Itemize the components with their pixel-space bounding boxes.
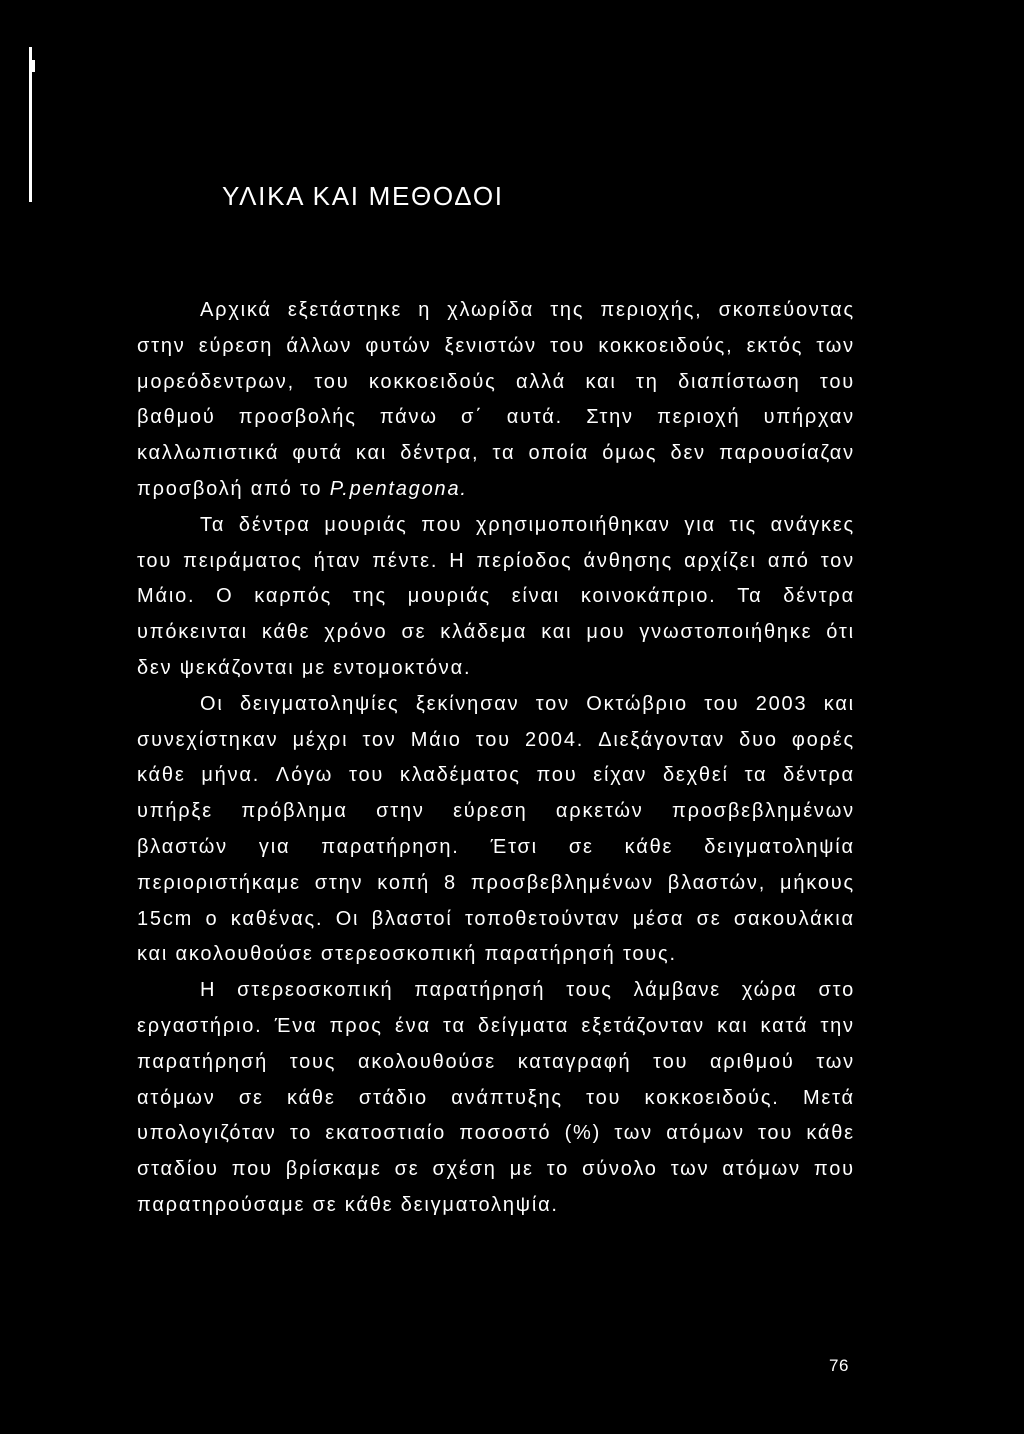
word: εκατοστιαίο [325,1122,446,1145]
word: Μετά [802,1086,855,1109]
word: πάνω [379,406,438,429]
word: σε [394,1158,420,1181]
word: ένα [394,1014,431,1037]
word: μουριάς [324,513,408,536]
word: των [816,334,855,357]
word: καθένας. [230,907,324,930]
word: Ο [216,585,234,608]
word: των [614,1122,653,1145]
word: βλαστών, [667,871,767,894]
word: ατόμων [137,1086,216,1109]
word: δέντρα [238,513,311,536]
word: Στην [586,406,634,429]
word: πέντε. [372,549,439,572]
word: προσβολής [238,406,357,429]
body-text [137,293,855,1224]
word: Οι [335,907,360,930]
word: προσβεβλημένων [470,871,654,894]
word: τον [820,549,855,572]
text-line: παρατηρούσαμε σε κάθε δειγματοληψία. [137,1193,559,1216]
text-line [137,1116,855,1152]
text-line: και ακολουθούσε στερεοσκοπική παρατήρησή τους. [137,943,677,966]
word: Αρχικά [200,299,272,321]
word: εξετάστηκε [287,299,403,321]
word: τις [729,513,757,536]
word: με [509,1158,534,1181]
text-line [137,1152,855,1188]
word: σύνολο [582,1158,658,1181]
word: Η [200,979,217,1002]
word: για [258,835,291,858]
word: των [816,1050,855,1073]
word: πειράματος [183,549,303,572]
word: υπόκεινται [137,621,248,644]
word: άνθησης [583,549,674,572]
word: αρχίζει [684,549,757,572]
word: του [137,549,173,572]
word: 8 [443,871,457,894]
word: 2004. [525,728,585,751]
text-line [137,365,855,401]
word: την [820,1014,855,1037]
word: άλλων [286,334,353,357]
word: υπήρξε [137,800,213,823]
word: του [349,764,385,787]
word: ξεκίνησαν [415,692,520,715]
paragraph [137,508,855,687]
word: ότι [826,621,855,644]
text-segment: προσβολή από το [137,477,323,500]
word: διαπίστωση [678,370,801,393]
word: παρουσίαζαν [719,442,855,465]
word: ατόμων [722,1158,801,1181]
text-line [137,723,855,759]
word: σταδίου [137,1158,219,1181]
word: στην [314,871,364,894]
text-line [137,973,855,1009]
word: σε [696,907,722,930]
word: μουριάς [407,585,491,608]
word: του [586,1086,622,1109]
word: ακολουθούσε [357,1050,497,1073]
word: εξετάζονταν [581,1014,705,1037]
word: ξενιστών [444,334,537,357]
text-line [137,902,855,938]
word: του [704,692,740,715]
word: αρκετών [555,800,644,823]
paragraph [137,973,855,1224]
word: χρόνο [324,621,388,644]
paragraph [137,687,855,973]
word: λάμβανε [633,979,722,1002]
word: κοινοκάπριο. [580,585,717,608]
word: κλάδεμα [440,621,528,644]
word: δεν [670,442,706,465]
word: σε [568,835,594,858]
word: είναι [511,585,561,608]
word: όμως [602,442,658,465]
word: περίοδος [476,549,573,572]
word: Μάιο [410,728,462,751]
word: κοκκοειδούς, [598,334,734,357]
text-line: δεν ψεκάζονται με εντομοκτόνα. [137,656,472,679]
word: κάθε [137,764,186,787]
word: χώρα [741,979,798,1002]
word: κοπή [377,871,431,894]
word: περιοχή [657,406,741,429]
paragraph [137,293,855,508]
word: του [550,334,586,357]
word: προς [329,1014,383,1037]
word: σε [401,621,427,644]
word: σχέση [432,1158,497,1181]
word: μέχρι [292,728,349,751]
text-line [137,1009,855,1045]
text-line [137,687,855,723]
word: ήταν [313,549,362,572]
word: φυτών [365,334,432,357]
word: τους [566,979,613,1002]
page-number: 76 [829,1356,849,1375]
word: Οι [200,692,224,715]
word: σε [238,1086,264,1109]
word: δειγματοληψίες [239,692,400,715]
word: Μάιο. [137,585,196,608]
word: ανάγκες [770,513,855,536]
word: Η [449,549,466,572]
word: του [475,728,511,751]
word: τα [744,764,768,787]
word: Οκτώβριο [586,692,688,715]
word: σ΄ [460,406,484,429]
word: εκτός [746,334,804,357]
word: Ένα [274,1014,318,1037]
word: μορεόδεντρων, [137,370,295,393]
word: κάθε [624,835,674,858]
word: καλλωπιστικά [137,442,280,465]
text-line [137,400,855,436]
word: πρόβλημα [241,800,348,823]
word: μέσα [632,907,685,930]
word: των [670,1158,710,1181]
word: στην [376,800,425,823]
word: βαθμού [137,406,216,429]
word: δέντρα, [400,442,480,465]
word: που [231,1158,273,1181]
word: του [819,370,855,393]
word: δειγματοληψία [704,835,855,858]
text-line [137,1081,855,1117]
word: παρατήρηση. [321,835,460,858]
word: αριθμού [709,1050,795,1073]
word: περιοριστήκαμε [137,871,301,894]
word: φυτά [292,442,343,465]
word: παρατήρησή [137,1050,269,1073]
word: σακουλάκια [733,907,855,930]
word: υπολογιζόταν [137,1122,277,1145]
text-line [137,472,855,508]
word: στερεοσκοπική [237,979,394,1002]
word: του [653,1050,689,1073]
word: το [289,1122,313,1145]
text-line [137,579,855,615]
word: (%) [564,1122,602,1145]
word: καταγραφή [517,1050,632,1073]
text-line [137,293,855,329]
text-line [137,329,855,365]
word: που [421,513,463,536]
word: κοκκοειδούς [368,370,497,393]
word: βλαστών [137,835,228,858]
word: αλλά [516,370,567,393]
word: κοκκοειδούς. [644,1086,780,1109]
word: που [536,764,578,787]
word: 2003 [755,692,808,715]
word: τους [289,1050,337,1073]
word: δείγματα [478,1014,570,1037]
word: φορές [791,728,855,751]
text-line [137,794,855,830]
margin-rule-tick [31,60,35,72]
word: μήνα. [201,764,261,787]
word: καρπός [254,585,333,608]
text-line [137,615,855,651]
word: περιοχής, [600,299,703,321]
word: κάθε [261,621,311,644]
word: Διεξάγονταν [598,728,726,751]
word: παρατήρησή [414,979,546,1002]
word: στο [818,979,855,1002]
word: στάδιο [358,1086,428,1109]
word: οποία [528,442,589,465]
word: και [717,1014,749,1037]
word: που [813,1158,855,1181]
section-heading: ΥΛΙΚΑ ΚΑΙ ΜΕΘΟΔΟΙ [222,181,504,211]
word: τοποθετούνταν [464,907,621,930]
text-line [137,508,855,544]
word: μου [586,621,626,644]
word: εργαστήριο. [137,1014,263,1037]
word: προσβεβλημένων [672,800,855,823]
word: εύρεση [198,334,274,357]
word: τα [492,442,516,465]
species-name: P.pentagona. [329,477,468,500]
word: μήκους [780,871,855,894]
word: κατά [760,1014,809,1037]
text-line [137,830,855,866]
word: συνεχίστηκαν [137,728,279,751]
word: ατόμων [666,1122,745,1145]
word: Τα [200,513,226,536]
word: βρίσκαμε [285,1158,382,1181]
word: του [314,370,350,393]
text-line [137,436,855,472]
word: Έτσι [490,835,538,858]
text-line [137,866,855,902]
word: δέντρα [783,764,855,787]
word: τη [636,370,659,393]
word: και [823,692,855,715]
word: του [758,1122,794,1145]
word: από [767,549,810,572]
word: σκοπεύοντας [718,299,855,321]
word: για [684,513,716,536]
word: το [546,1158,570,1181]
word: 15cm [137,907,194,930]
word: και [541,621,573,644]
word: είχαν [593,764,648,787]
word: βλαστοί [371,907,453,930]
word: δεχθεί [662,764,729,787]
word: η [418,299,432,321]
word: γνωστοποιήθηκε [639,621,813,644]
word: ποσοστό [459,1122,552,1145]
word: αυτά. [506,406,564,429]
word: υπήρχαν [763,406,855,429]
word: χλωρίδα [447,299,535,321]
word: δυο [739,728,778,751]
word: ανάπτυξης [451,1086,563,1109]
word: της [550,299,585,321]
text-line [137,544,855,580]
word: και [355,442,388,465]
word: στην [137,334,186,357]
word: και [585,370,617,393]
text-line [137,758,855,794]
word: κλαδέματος [399,764,521,787]
word: δέντρα [783,585,855,608]
word: εύρεση [453,800,528,823]
word: κάθε [806,1122,855,1145]
word: της [352,585,387,608]
word: ο [205,907,219,930]
word: τον [535,692,570,715]
word: τον [362,728,397,751]
word: κάθε [287,1086,336,1109]
word: τα [443,1014,466,1037]
word: χρησιμοποιήθηκαν [475,513,671,536]
text-line [137,1045,855,1081]
word: Τα [737,585,763,608]
word: Λόγω [275,764,334,787]
